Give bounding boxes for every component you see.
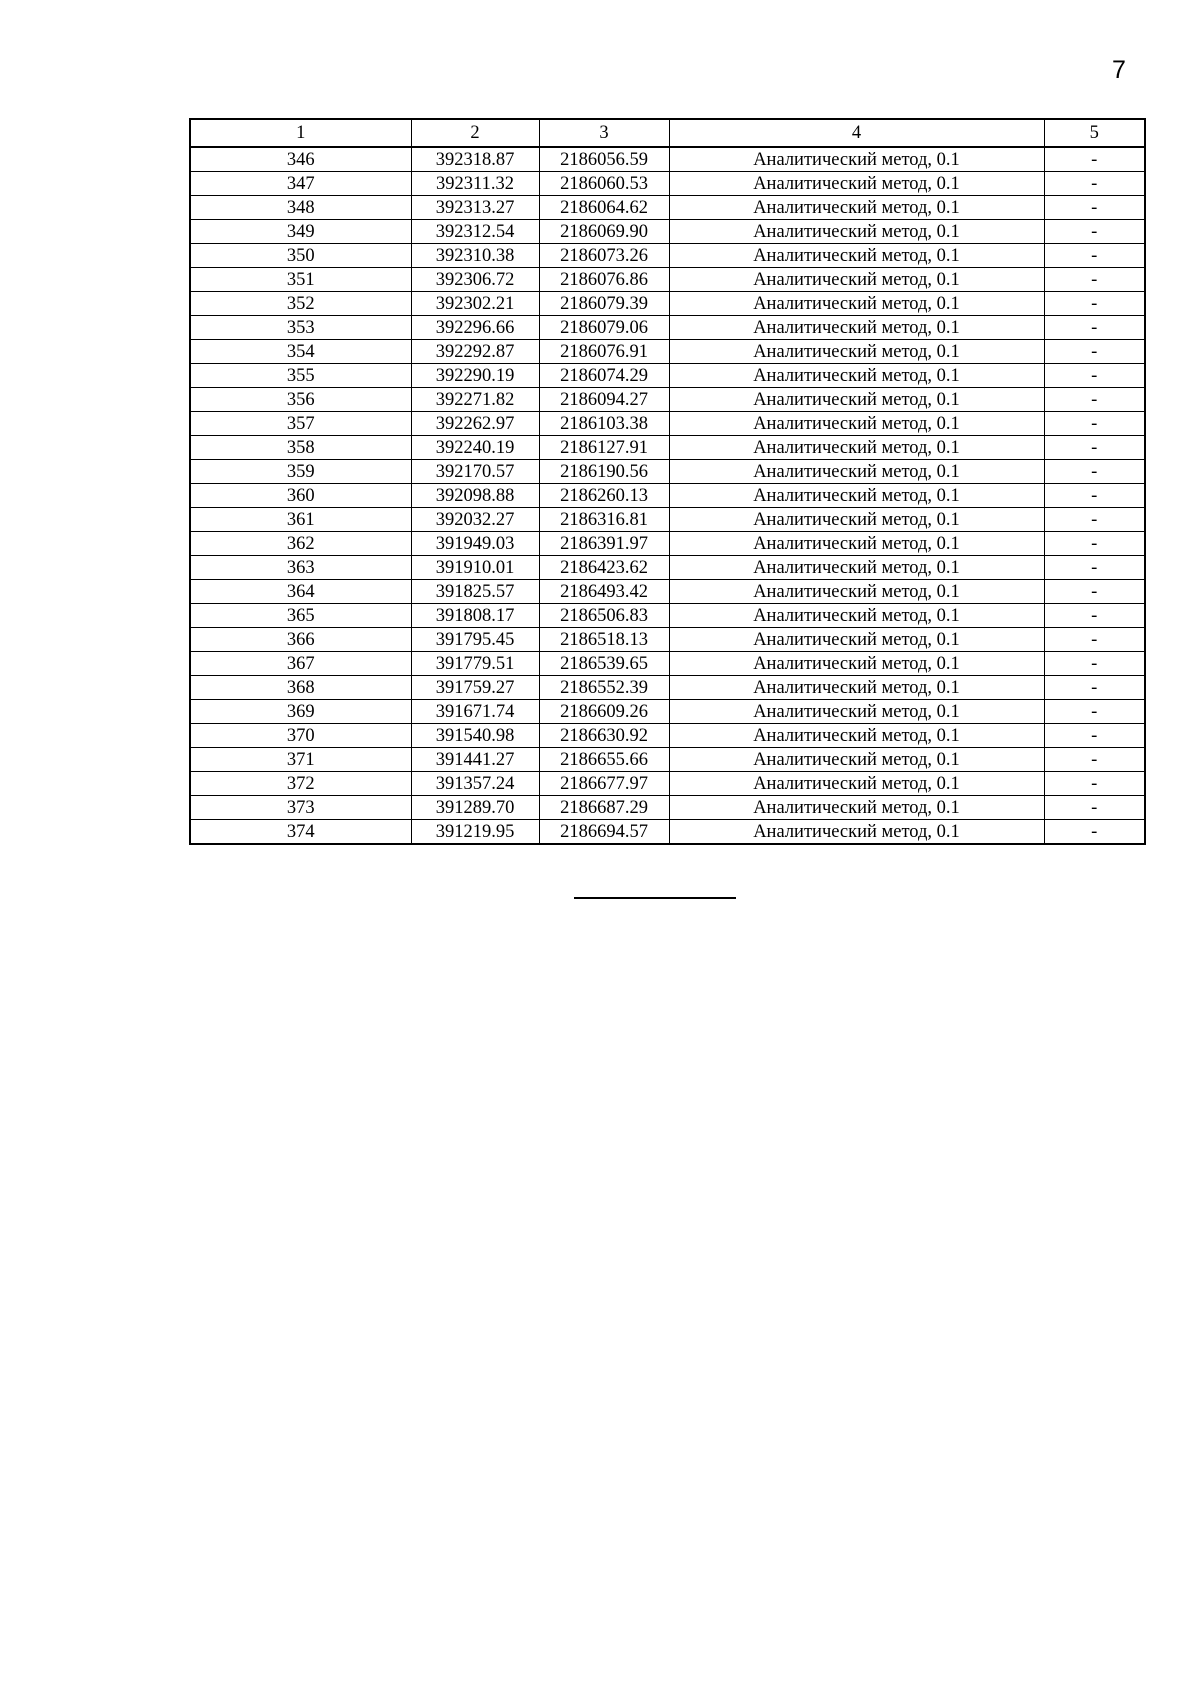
cell-method: Аналитический метод, 0.1 [669, 508, 1044, 532]
cell-note: - [1044, 604, 1145, 628]
table-row [190, 268, 1145, 292]
cell-y-coordinate: 2186079.06 [539, 316, 669, 340]
cell-note: - [1044, 436, 1145, 460]
cell-note: - [1044, 292, 1145, 316]
cell-method: Аналитический метод, 0.1 [669, 460, 1044, 484]
table-row [190, 484, 1145, 508]
cell-point-number: 369 [190, 700, 411, 724]
cell-y-coordinate: 2186069.90 [539, 220, 669, 244]
cell-point-number: 367 [190, 652, 411, 676]
cell-y-coordinate: 2186677.97 [539, 772, 669, 796]
table-row [190, 340, 1145, 364]
table-row [190, 244, 1145, 268]
cell-method: Аналитический метод, 0.1 [669, 772, 1044, 796]
cell-y-coordinate: 2186190.56 [539, 460, 669, 484]
table-row [190, 700, 1145, 724]
cell-method: Аналитический метод, 0.1 [669, 268, 1044, 292]
cell-note: - [1044, 172, 1145, 196]
end-of-document-rule [574, 897, 736, 899]
cell-x-coordinate: 392302.21 [411, 292, 539, 316]
cell-point-number: 373 [190, 796, 411, 820]
cell-method: Аналитический метод, 0.1 [669, 628, 1044, 652]
cell-point-number: 352 [190, 292, 411, 316]
cell-y-coordinate: 2186056.59 [539, 147, 669, 172]
column-header-note: 5 [1044, 119, 1145, 147]
cell-y-coordinate: 2186630.92 [539, 724, 669, 748]
cell-x-coordinate: 392098.88 [411, 484, 539, 508]
cell-method: Аналитический метод, 0.1 [669, 676, 1044, 700]
cell-method: Аналитический метод, 0.1 [669, 556, 1044, 580]
table-row [190, 292, 1145, 316]
cell-y-coordinate: 2186423.62 [539, 556, 669, 580]
cell-y-coordinate: 2186539.65 [539, 652, 669, 676]
cell-method: Аналитический метод, 0.1 [669, 196, 1044, 220]
table-row [190, 172, 1145, 196]
table-row [190, 580, 1145, 604]
cell-x-coordinate: 391808.17 [411, 604, 539, 628]
cell-method: Аналитический метод, 0.1 [669, 580, 1044, 604]
cell-note: - [1044, 244, 1145, 268]
table-row [190, 220, 1145, 244]
table-row [190, 772, 1145, 796]
cell-x-coordinate: 391219.95 [411, 820, 539, 845]
table-row [190, 604, 1145, 628]
cell-y-coordinate: 2186064.62 [539, 196, 669, 220]
cell-note: - [1044, 820, 1145, 845]
cell-note: - [1044, 556, 1145, 580]
table-row [190, 147, 1145, 172]
column-header-method: 4 [669, 119, 1044, 147]
cell-point-number: 364 [190, 580, 411, 604]
cell-x-coordinate: 391441.27 [411, 748, 539, 772]
table-row [190, 532, 1145, 556]
cell-note: - [1044, 628, 1145, 652]
cell-point-number: 363 [190, 556, 411, 580]
cell-y-coordinate: 2186655.66 [539, 748, 669, 772]
cell-y-coordinate: 2186060.53 [539, 172, 669, 196]
cell-note: - [1044, 484, 1145, 508]
cell-x-coordinate: 391671.74 [411, 700, 539, 724]
cell-y-coordinate: 2186493.42 [539, 580, 669, 604]
cell-y-coordinate: 2186506.83 [539, 604, 669, 628]
cell-x-coordinate: 392290.19 [411, 364, 539, 388]
cell-point-number: 355 [190, 364, 411, 388]
table-row [190, 796, 1145, 820]
cell-point-number: 374 [190, 820, 411, 845]
cell-x-coordinate: 392262.97 [411, 412, 539, 436]
cell-x-coordinate: 392292.87 [411, 340, 539, 364]
cell-y-coordinate: 2186694.57 [539, 820, 669, 845]
cell-x-coordinate: 391357.24 [411, 772, 539, 796]
cell-y-coordinate: 2186127.91 [539, 436, 669, 460]
cell-note: - [1044, 460, 1145, 484]
cell-point-number: 368 [190, 676, 411, 700]
cell-method: Аналитический метод, 0.1 [669, 724, 1044, 748]
cell-y-coordinate: 2186260.13 [539, 484, 669, 508]
cell-x-coordinate: 391540.98 [411, 724, 539, 748]
cell-x-coordinate: 392310.38 [411, 244, 539, 268]
cell-x-coordinate: 392318.87 [411, 147, 539, 172]
cell-method: Аналитический метод, 0.1 [669, 700, 1044, 724]
cell-point-number: 347 [190, 172, 411, 196]
cell-point-number: 370 [190, 724, 411, 748]
cell-method: Аналитический метод, 0.1 [669, 147, 1044, 172]
table-row [190, 364, 1145, 388]
cell-y-coordinate: 2186316.81 [539, 508, 669, 532]
column-header-x-coordinate: 2 [411, 119, 539, 147]
cell-method: Аналитический метод, 0.1 [669, 412, 1044, 436]
cell-x-coordinate: 391289.70 [411, 796, 539, 820]
cell-note: - [1044, 340, 1145, 364]
cell-x-coordinate: 392313.27 [411, 196, 539, 220]
table-row [190, 724, 1145, 748]
table-row [190, 412, 1145, 436]
cell-y-coordinate: 2186079.39 [539, 292, 669, 316]
cell-method: Аналитический метод, 0.1 [669, 604, 1044, 628]
cell-x-coordinate: 391910.01 [411, 556, 539, 580]
cell-method: Аналитический метод, 0.1 [669, 340, 1044, 364]
table-row [190, 628, 1145, 652]
cell-y-coordinate: 2186609.26 [539, 700, 669, 724]
cell-point-number: 357 [190, 412, 411, 436]
cell-y-coordinate: 2186073.26 [539, 244, 669, 268]
cell-method: Аналитический метод, 0.1 [669, 796, 1044, 820]
cell-y-coordinate: 2186094.27 [539, 388, 669, 412]
cell-x-coordinate: 392296.66 [411, 316, 539, 340]
table-row [190, 460, 1145, 484]
table-row [190, 652, 1145, 676]
table-header-row [190, 119, 1145, 147]
cell-y-coordinate: 2186552.39 [539, 676, 669, 700]
cell-note: - [1044, 580, 1145, 604]
cell-x-coordinate: 391779.51 [411, 652, 539, 676]
cell-y-coordinate: 2186074.29 [539, 364, 669, 388]
cell-point-number: 371 [190, 748, 411, 772]
cell-note: - [1044, 748, 1145, 772]
cell-y-coordinate: 2186076.91 [539, 340, 669, 364]
cell-point-number: 349 [190, 220, 411, 244]
cell-point-number: 362 [190, 532, 411, 556]
cell-x-coordinate: 392170.57 [411, 460, 539, 484]
cell-point-number: 372 [190, 772, 411, 796]
table-row [190, 748, 1145, 772]
cell-note: - [1044, 316, 1145, 340]
cell-note: - [1044, 724, 1145, 748]
cell-method: Аналитический метод, 0.1 [669, 364, 1044, 388]
cell-x-coordinate: 392240.19 [411, 436, 539, 460]
cell-point-number: 366 [190, 628, 411, 652]
table-row [190, 436, 1145, 460]
cell-method: Аналитический метод, 0.1 [669, 172, 1044, 196]
cell-y-coordinate: 2186518.13 [539, 628, 669, 652]
cell-point-number: 351 [190, 268, 411, 292]
cell-note: - [1044, 268, 1145, 292]
table-row [190, 508, 1145, 532]
cell-note: - [1044, 676, 1145, 700]
cell-point-number: 365 [190, 604, 411, 628]
cell-x-coordinate: 392306.72 [411, 268, 539, 292]
cell-note: - [1044, 364, 1145, 388]
page-number: 7 [1112, 56, 1126, 84]
cell-point-number: 353 [190, 316, 411, 340]
cell-point-number: 356 [190, 388, 411, 412]
cell-note: - [1044, 388, 1145, 412]
cell-x-coordinate: 391795.45 [411, 628, 539, 652]
table-row [190, 820, 1145, 845]
cell-note: - [1044, 147, 1145, 172]
cell-method: Аналитический метод, 0.1 [669, 316, 1044, 340]
cell-note: - [1044, 508, 1145, 532]
cell-x-coordinate: 392032.27 [411, 508, 539, 532]
cell-y-coordinate: 2186103.38 [539, 412, 669, 436]
cell-point-number: 346 [190, 147, 411, 172]
cell-y-coordinate: 2186687.29 [539, 796, 669, 820]
cell-x-coordinate: 392311.32 [411, 172, 539, 196]
table-row [190, 676, 1145, 700]
cell-method: Аналитический метод, 0.1 [669, 220, 1044, 244]
cell-note: - [1044, 196, 1145, 220]
cell-x-coordinate: 392312.54 [411, 220, 539, 244]
cell-method: Аналитический метод, 0.1 [669, 388, 1044, 412]
table-row [190, 388, 1145, 412]
table-body [190, 147, 1145, 844]
cell-y-coordinate: 2186391.97 [539, 532, 669, 556]
cell-x-coordinate: 391825.57 [411, 580, 539, 604]
cell-point-number: 361 [190, 508, 411, 532]
cell-x-coordinate: 391949.03 [411, 532, 539, 556]
table-row [190, 316, 1145, 340]
cell-point-number: 354 [190, 340, 411, 364]
cell-point-number: 348 [190, 196, 411, 220]
cell-method: Аналитический метод, 0.1 [669, 292, 1044, 316]
cell-method: Аналитический метод, 0.1 [669, 436, 1044, 460]
cell-note: - [1044, 796, 1145, 820]
column-header-y-coordinate: 3 [539, 119, 669, 147]
cell-method: Аналитический метод, 0.1 [669, 532, 1044, 556]
cell-x-coordinate: 392271.82 [411, 388, 539, 412]
table-row [190, 196, 1145, 220]
cell-note: - [1044, 412, 1145, 436]
cell-method: Аналитический метод, 0.1 [669, 820, 1044, 845]
cell-point-number: 360 [190, 484, 411, 508]
cell-method: Аналитический метод, 0.1 [669, 652, 1044, 676]
cell-method: Аналитический метод, 0.1 [669, 748, 1044, 772]
cell-x-coordinate: 391759.27 [411, 676, 539, 700]
cell-note: - [1044, 532, 1145, 556]
cell-point-number: 359 [190, 460, 411, 484]
cell-note: - [1044, 652, 1145, 676]
cell-note: - [1044, 220, 1145, 244]
cell-note: - [1044, 772, 1145, 796]
coordinates-table [189, 118, 1146, 845]
cell-y-coordinate: 2186076.86 [539, 268, 669, 292]
cell-point-number: 358 [190, 436, 411, 460]
column-header-point-number: 1 [190, 119, 411, 147]
table-row [190, 556, 1145, 580]
cell-point-number: 350 [190, 244, 411, 268]
cell-note: - [1044, 700, 1145, 724]
cell-method: Аналитический метод, 0.1 [669, 484, 1044, 508]
cell-method: Аналитический метод, 0.1 [669, 244, 1044, 268]
